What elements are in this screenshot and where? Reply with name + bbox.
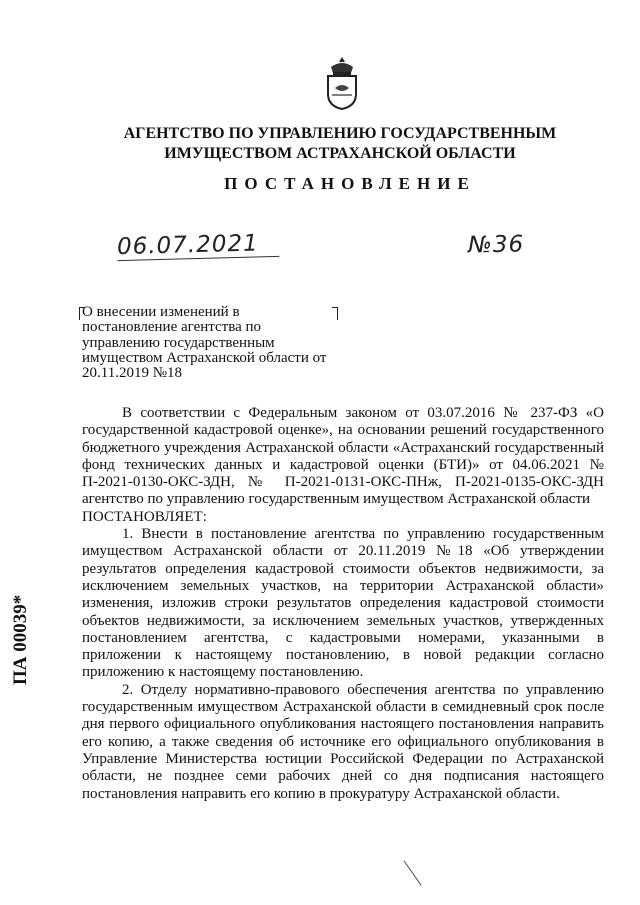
subject-text: О внесении изменений в постановление агентства по управлению государственным имуществом Астраханской области от 20.11.2019 №18	[82, 304, 327, 382]
emblem	[322, 55, 362, 111]
handwritten-date: 06.07.2021	[117, 230, 279, 261]
document-subject	[82, 305, 332, 381]
decree-word: ПОСТАНОВЛЯЕТ:	[82, 508, 207, 525]
item-2-paragraph: 2. Отделу нормативно-правового обеспечения агентства по управлению государственным имуществом Астраханской области в семидневный срок после дня первого официального опубликования настоящего постановления направить его копию, а также сведения об источнике его официального опубликования в Управление Министерства юстиции Российской Федерации по Астраханской области, не позднее семи рабочих дней со дня подписания настоящего постановления направить его копию в прокуратуру Астраханской области.	[82, 681, 604, 802]
pen-mark	[403, 860, 421, 885]
left-bracket-mark	[79, 307, 85, 320]
organization-name	[90, 124, 590, 164]
side-stamp: ПА 00039*	[10, 594, 31, 685]
item-1-paragraph: 1. Внести в постановление агентства по управлению государственным имуществом Астраханской области от 20.11.2019 №18 «Об утверждении результатов определения кадастровой стоимости объектов недвижимости, за исключением земельных участков, на территории Астраханской области» изменения, изложив строки результатов определения кадастровой стоимости объектов недвижимости, за исключением земельных участков, утвержденных постановлением агентства, с кадастровыми номерами, указанными в приложении к настоящему постановлению, в новой редакции согласно приложению к настоящему постановлению.	[82, 526, 604, 681]
astrakhan-coat-of-arms-icon	[322, 55, 362, 111]
document-body	[82, 405, 604, 803]
right-bracket-mark	[332, 307, 338, 320]
organization-line-1: АГЕНТСТВО ПО УПРАВЛЕНИЮ ГОСУДАРСТВЕННЫМ	[123, 125, 557, 142]
intro-paragraph: В соответствии с Федеральным законом от 03.07.2016 № 237-ФЗ «О государственной кадастровой оценке», на основании решений государственного бюджетного учреждения Астраханской области «Астраханский государственный фонд технических данных и кадастровой оценки (БТИ)» от 04.06.2021 № П-2021-0130-ОКС-ЗДН, № П-2021-0131-ОКС-ПНж, П-2021-0135-ОКС-ЗДН агентство по управлению государственным имуществом Астраханской области	[82, 405, 604, 508]
organization-line-2: ИМУЩЕСТВОМ АСТРАХАНСКОЙ ОБЛАСТИ	[164, 145, 516, 162]
document-type: ПОСТАНОВЛЕНИЕ	[224, 174, 476, 193]
handwritten-number: №36	[467, 231, 525, 259]
